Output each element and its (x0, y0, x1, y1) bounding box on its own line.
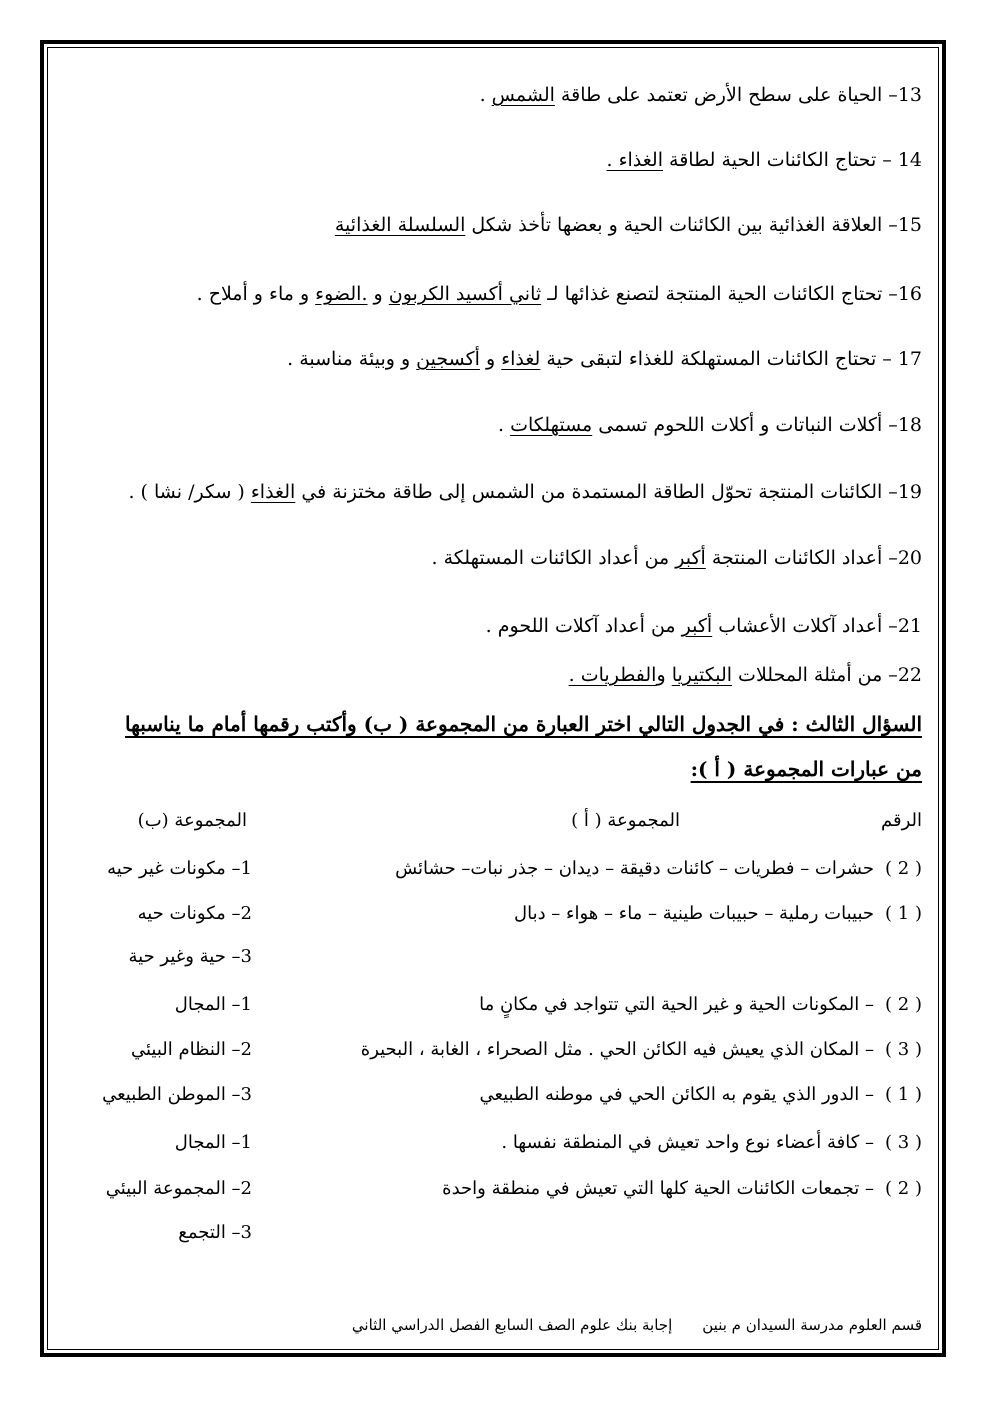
question3-heading-cont: من عبارات المجموعة ( أ ): (690, 757, 922, 781)
statement-19: 19– الكائنات المنتجة تحوّل الطاقة المستمدة من الشمس إلى طاقة مختزنة في الغذاء ( سكر/ نشا ) . (128, 481, 922, 503)
group-a-row: ( 2 )– تجمعات الكائنات الحية كلها التي تعيش في منطقة واحدة (442, 1178, 922, 1199)
group-b-item: 1– مكونات غير حيه (107, 858, 252, 879)
group-b-item: 2– مكونات حيه (137, 903, 252, 924)
footer-title: إجابة بنك علوم الصف السابع الفصل الدراسي الثاني (351, 1316, 673, 1334)
statement-22: 22– من أمثلة المحللات البكتيريا والفطريات . (568, 664, 922, 686)
group-a-row: ( 2 )– المكونات الحية و غير الحية التي تتواجد في مكانٍ ما (479, 994, 922, 1015)
statement-16: 16– تحتاج الكائنات الحية المنتجة لتصنع غذائها لـ ثاني أكسيد الكربون و .الضوء و ماء و أملاح . (196, 283, 922, 305)
answer: ثاني أكسيد الكربون (388, 283, 542, 305)
question3-heading: السؤال الثالث : في الجدول التالي اختر العبارة من المجموعة ( ب) وأكتب رقمها أمام ما يناسبها (124, 712, 922, 736)
answer: أكبر (675, 547, 706, 569)
group-b-item: 2– النظام البيئي (131, 1039, 252, 1060)
answer: أكسجين (416, 348, 480, 370)
answer: الفطريات . (568, 664, 657, 686)
header-group-a: المجموعة ( أ ) (571, 810, 680, 831)
header-group-b: المجموعة (ب) (137, 810, 247, 831)
group-b-item: 1– المجال (174, 994, 252, 1015)
group-a-row: ( 1 )حبيبات رملية – حبيبات طينية – ماء – هواء – دبال (514, 903, 922, 924)
footer (352, 1316, 922, 1334)
answer: السلسلة الغذائية (334, 214, 466, 236)
footer-department: قسم العلوم مدرسة السيدان م بنين (702, 1316, 922, 1334)
statement-15: 15– العلاقة الغذائية بين الكائنات الحية و بعضها تأخذ شكل السلسلة الغذائية (334, 214, 922, 236)
answer: لغذاء (501, 348, 541, 370)
statement-18: 18– أكلات النباتات و أكلات اللحوم تسمى مستهلكات . (498, 414, 922, 436)
answer: مستهلكات (510, 414, 593, 436)
answer: الشمس (491, 84, 555, 106)
group-b-item: 3– التجمع (178, 1222, 252, 1243)
answer: البكتيريا (671, 664, 733, 686)
statement-13: 13– الحياة على سطح الأرض تعتمد على طاقة الشمس . (479, 84, 922, 106)
header-num: الرقم (880, 810, 922, 831)
answer: أكبر (681, 615, 713, 637)
group-a-row: ( 1 )– الدور الذي يقوم به الكائن الحي في موطنه الطبيعي (479, 1084, 922, 1105)
group-a-row: ( 3 )– المكان الذي يعيش فيه الكائن الحي . مثل الصحراء ، الغابة ، البحيرة (360, 1039, 922, 1060)
group-b-item: 2– المجموعة البيئي (105, 1178, 252, 1199)
answer: الغذاء (250, 481, 296, 503)
statement-21: 21– أعداد آكلات الأعشاب أكبر من أعداد آكلات اللحوم . (485, 615, 922, 637)
group-b-item: 3– الموطن الطبيعي (102, 1084, 252, 1105)
answer: الغذاء . (606, 149, 663, 171)
statement-14: 14 – تحتاج الكائنات الحية لطاقة الغذاء . (606, 149, 922, 171)
group-a-row: ( 3 )– كافة أعضاء نوع واحد تعيش في المنطقة نفسها . (501, 1132, 922, 1153)
group-b-item: 1– المجال (174, 1132, 252, 1153)
group-b-item: 3– حية وغير حية (128, 946, 252, 967)
answer: .الضوء (315, 283, 368, 305)
statement-20: 20– أعداد الكائنات المنتجة أكبر من أعداد الكائنات المستهلكة . (431, 547, 922, 569)
statement-17: 17 – تحتاج الكائنات المستهلكة للغذاء لتبقى حية لغذاء و أكسجين و وبيئة مناسبة . (287, 348, 922, 370)
group-a-row: ( 2 )حشرات – فطريات – كائنات دقيقة – ديدان – جذر نبات– حشائش (395, 858, 922, 879)
